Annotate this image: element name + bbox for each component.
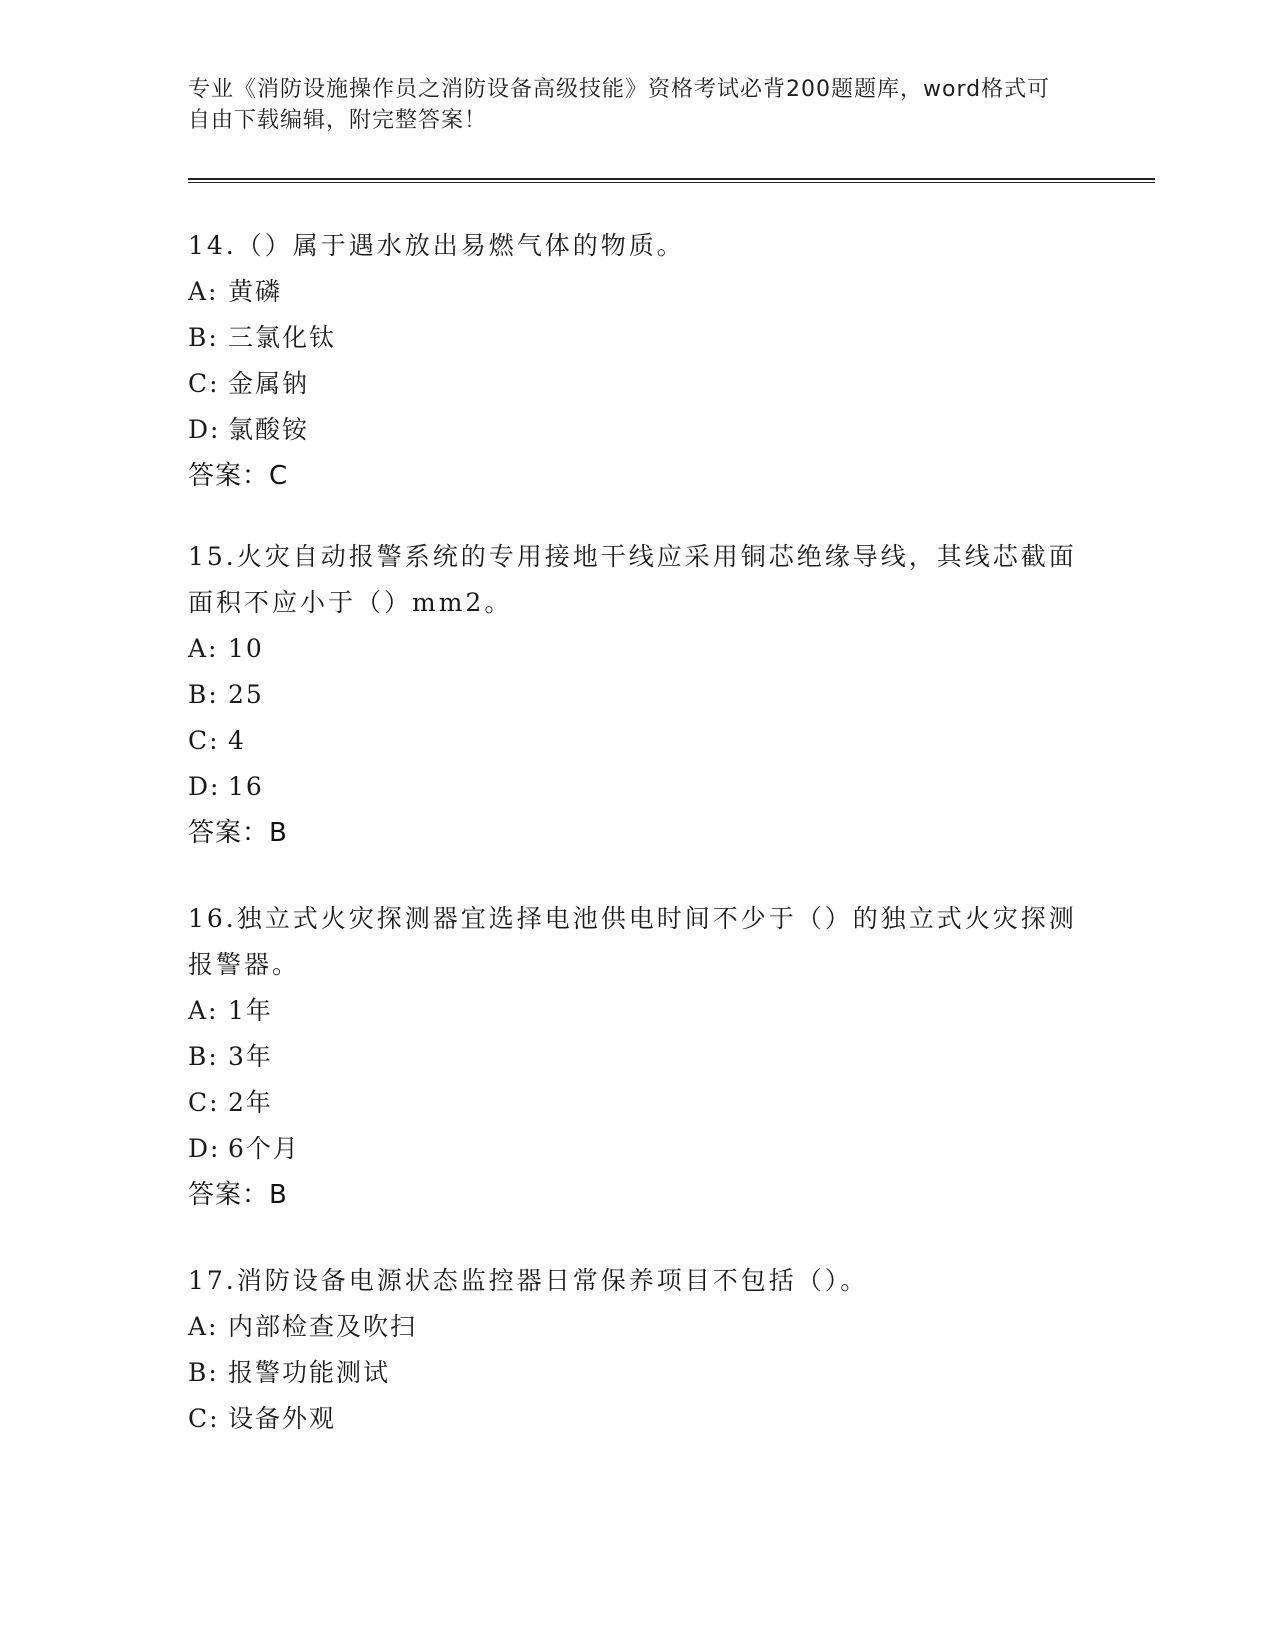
option-c	[188, 1080, 1088, 1126]
document-header-title: 专业《消防设施操作员之消防设备高级技能》资格考试必背200题题库，word格式可自由下载编辑，附完整答案！	[188, 77, 1051, 133]
question-17	[188, 1258, 1088, 1442]
answer-label: 答案：B	[188, 1180, 288, 1210]
option-text: 10	[228, 634, 264, 663]
option-text: 设备外观	[228, 1404, 337, 1433]
question-15	[188, 534, 1088, 856]
option-letter: C:	[188, 369, 220, 398]
option-letter: A:	[188, 996, 219, 1025]
question-stem: 14.（）属于遇水放出易燃气体的物质。	[188, 231, 685, 260]
option-d	[188, 407, 1088, 453]
option-b	[188, 315, 1088, 361]
option-letter: D:	[188, 1134, 221, 1163]
option-d	[188, 764, 1088, 810]
option-letter: B:	[188, 1042, 219, 1071]
option-text: 25	[228, 680, 264, 709]
option-letter: B:	[188, 323, 219, 352]
option-text: 1年	[228, 996, 273, 1025]
option-text: 16	[228, 772, 264, 801]
answer-label: 答案：C	[188, 461, 289, 491]
option-letter: D:	[188, 415, 221, 444]
option-text: 金属钠	[228, 369, 310, 398]
option-letter: A:	[188, 277, 219, 306]
option-text: 报警功能测试	[228, 1358, 391, 1387]
option-b	[188, 1350, 1088, 1396]
question-14	[188, 223, 1088, 499]
option-b	[188, 1034, 1088, 1080]
answer-label: 答案：B	[188, 818, 288, 848]
option-letter: B:	[188, 680, 219, 709]
option-a	[188, 269, 1088, 315]
option-letter: D:	[188, 772, 221, 801]
option-text: 6个月	[228, 1134, 300, 1163]
option-text: 4	[228, 726, 246, 755]
question-16	[188, 896, 1088, 1218]
option-text: 氯酸铵	[228, 415, 310, 444]
option-c	[188, 361, 1088, 407]
question-stem: 16.独立式火灾探测器宜选择电池供电时间不少于（）的独立式火灾探测报警器。	[188, 904, 1077, 979]
question-stem: 15.火灾自动报警系统的专用接地干线应采用铜芯绝缘导线，其线芯截面面积不应小于（）mm2。	[188, 542, 1077, 617]
option-letter: C:	[188, 1404, 220, 1433]
option-c	[188, 1396, 1088, 1442]
option-a	[188, 626, 1088, 672]
option-text: 内部检查及吹扫	[228, 1312, 418, 1341]
option-text: 三氯化钛	[228, 323, 337, 352]
option-letter: A:	[188, 1312, 219, 1341]
option-a	[188, 988, 1088, 1034]
option-letter: C:	[188, 1088, 220, 1117]
option-c	[188, 718, 1088, 764]
option-letter: B:	[188, 1358, 219, 1387]
option-b	[188, 672, 1088, 718]
option-text: 黄磷	[228, 277, 283, 306]
header-divider	[188, 178, 1155, 183]
option-a	[188, 1304, 1088, 1350]
option-d	[188, 1126, 1088, 1172]
option-text: 2年	[228, 1088, 273, 1117]
question-stem: 17.消防设备电源状态监控器日常保养项目不包括（）。	[188, 1266, 869, 1295]
option-letter: A:	[188, 634, 219, 663]
option-text: 3年	[228, 1042, 273, 1071]
option-letter: C:	[188, 726, 220, 755]
